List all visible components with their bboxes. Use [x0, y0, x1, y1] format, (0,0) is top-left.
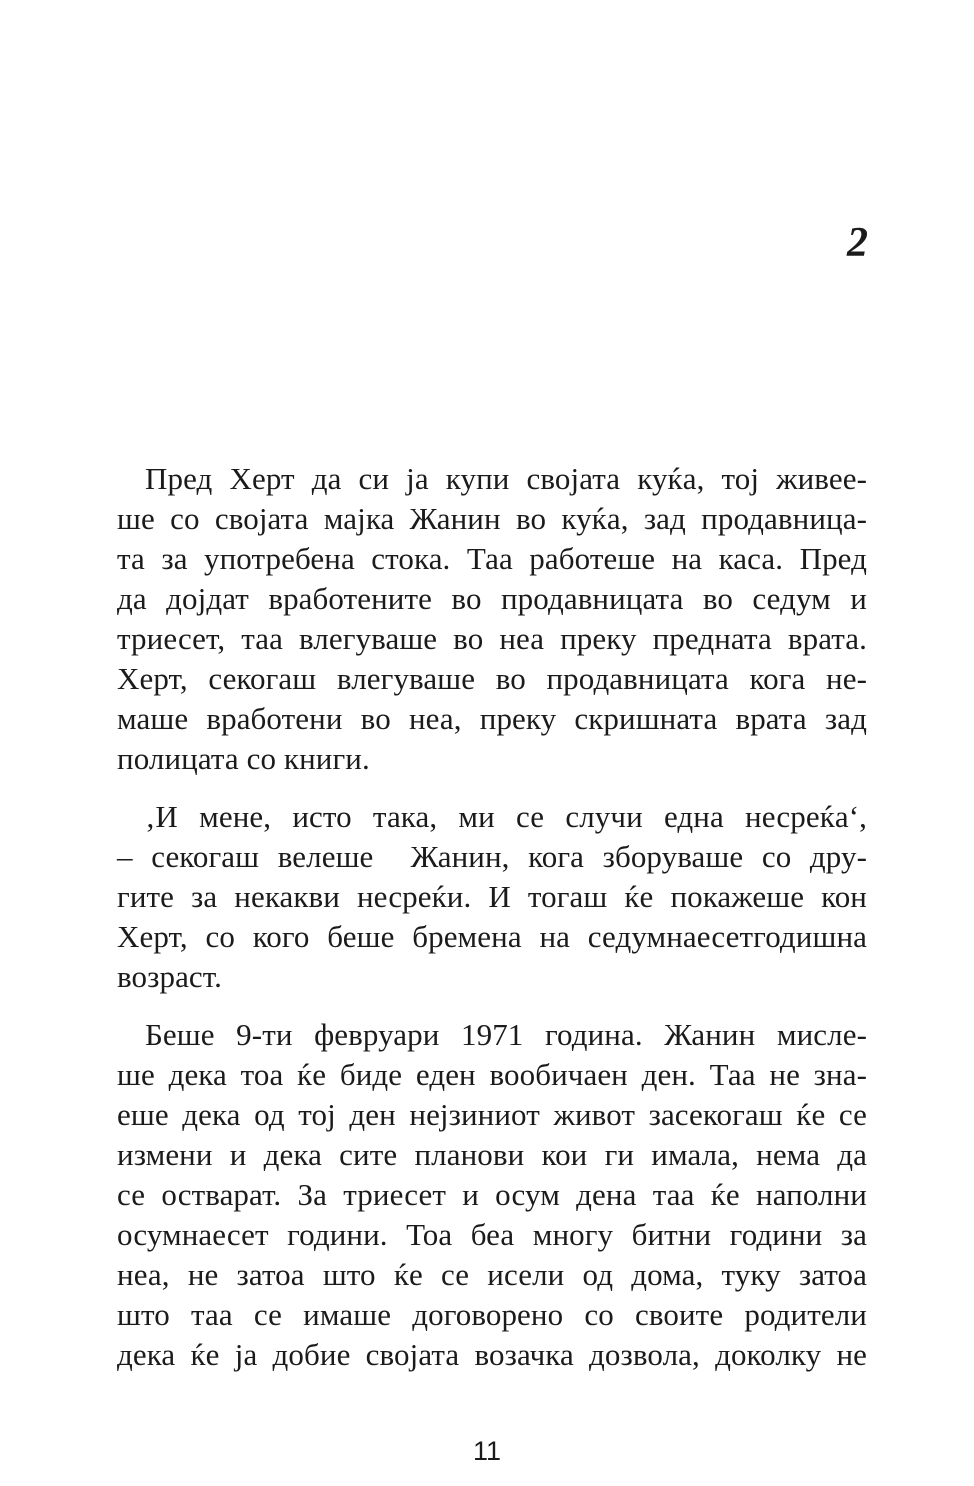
text-line: дека ќе ја добие својата возачка дозвола, доколку не — [117, 1337, 867, 1372]
text-line: гите за некакви несреќи. И тогаш ќе покажеше кон — [117, 879, 867, 914]
text-line: Беше 9-ти февруари 1971 година. Жанин мисле- — [145, 1017, 867, 1052]
text-line: измени и дека сите планови кои ги имала, нема да — [117, 1137, 867, 1172]
text-line: еше дека од тој ден нејзиниот живот засекогаш ќе се — [117, 1097, 867, 1132]
text-line: та за употребена стока. Таа работеше на каса. Пред — [117, 541, 867, 576]
text-line: неа, не затоа што ќе се исели од дома, туку затоа — [117, 1257, 867, 1292]
page-number: 11 — [472, 1436, 502, 1466]
paragraph — [117, 797, 867, 997]
text-line: ше дека тоа ќе биде еден вообичаен ден. Таа не зна- — [117, 1057, 867, 1092]
text-line: возраст. — [117, 959, 222, 994]
text-line: ше со својата мајка Жанин во куќа, зад продавница- — [117, 501, 867, 536]
text-line: маше вработени во неа, преку скришната врата зад — [117, 701, 867, 736]
text-line: триесет, таа влегуваше во неа преку предната врата. — [117, 621, 867, 656]
paragraph — [117, 459, 867, 779]
text-line: полицата со книги. — [117, 741, 370, 776]
chapter-number: 2 — [847, 220, 868, 266]
page-text — [117, 459, 867, 1393]
text-line: осумнаесет години. Тоа беа многу битни години за — [117, 1217, 867, 1252]
text-line: Херт, со кого беше бремена на седумнаесетгодишна — [117, 919, 867, 954]
text-line: да дојдат вработените во продавницата во седум и — [117, 581, 867, 616]
paragraph — [117, 1015, 867, 1375]
text-line: – секогаш велеше Жанин, кога зборуваше со дру- — [117, 839, 867, 874]
text-line: Херт, секогаш влегуваше во продавницата кога не- — [117, 661, 867, 696]
text-line: ‚И мене, исто така, ми се случи една несреќа‘, — [145, 799, 867, 834]
text-line: што таа се имаше договорено со своите родители — [117, 1297, 867, 1332]
text-line: се остварат. За триесет и осум дена таа ќе наполни — [117, 1177, 867, 1212]
text-line: Пред Херт да си ја купи својата куќа, тој живее- — [145, 461, 867, 496]
